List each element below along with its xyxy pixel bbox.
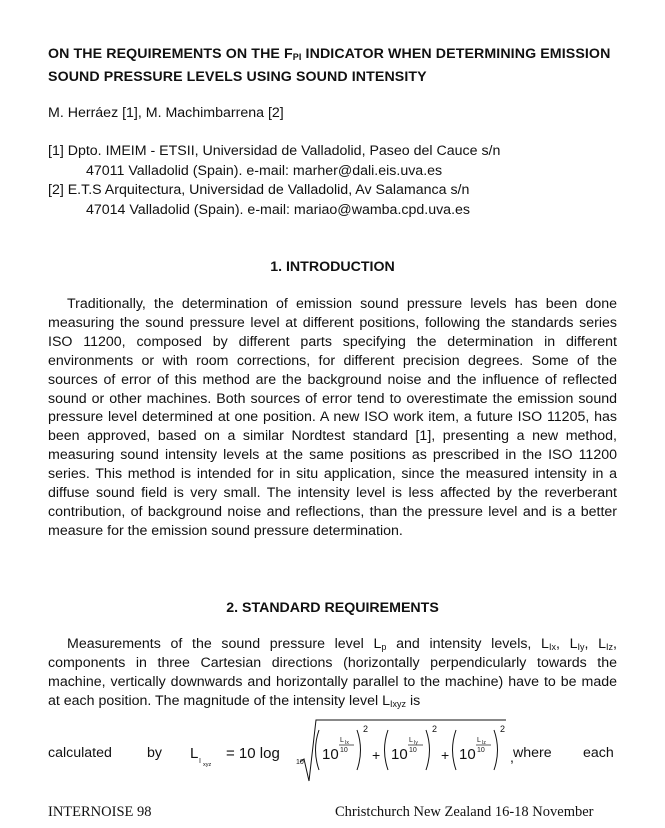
- term-1-base: 10: [322, 746, 339, 763]
- subscript: Ix: [548, 642, 556, 652]
- term-2-exponent: 2: [432, 724, 438, 734]
- title-subscript: PI: [292, 52, 302, 62]
- affiliation-2-line2: 47014 Valladolid (Spain). e-mail: mariao@wamba.cpd.uva.es: [86, 201, 470, 218]
- text-run: and intensity levels, L: [386, 636, 549, 652]
- section-heading-standard-requirements: 2. STANDARD REQUIREMENTS: [226, 600, 439, 616]
- text-run: , L: [584, 636, 607, 652]
- text-run: , components in three Cartesian directions (horizontally perpendicularly towards the machine, vertically downwards and horizontally parallel to the machine) have to be made at each position. The magnitude of the intensity level L: [48, 636, 617, 709]
- standard-requirements-paragraph: [48, 635, 617, 711]
- formula-equals-log: = 10 log: [226, 745, 280, 762]
- open-paren: [316, 730, 320, 770]
- close-paren: [426, 730, 430, 770]
- formula-term-3: [453, 724, 506, 770]
- text-run: is: [406, 692, 421, 709]
- formula-lead-word: calculated: [48, 745, 112, 761]
- term-1-den: 10: [340, 747, 348, 754]
- subscript: Iz: [606, 642, 614, 652]
- subscript: p: [381, 642, 387, 652]
- formula-by-word: by: [147, 745, 162, 761]
- term-3-base: 10: [459, 746, 476, 763]
- term-1-num: L: [340, 737, 344, 744]
- close-paren: [494, 730, 498, 770]
- footer-conference: INTERNOISE 98: [48, 804, 152, 820]
- title-text-part1: ON THE REQUIREMENTS ON THE F: [48, 46, 293, 62]
- plus-sign-2: +: [441, 747, 450, 763]
- open-paren: [453, 730, 457, 770]
- introduction-paragraph: Traditionally, the determination of emission sound pressure levels has been done measuring the sound pressure level at different positions, following the standards series ISO 11200, composed by different parts specifying the determination in different environments or with room corrections, for different precision degrees. Some of the sources of error of this method are the background noise and the influence of reflected sound or other machines. Both sources of error tend to overestimate the emission sound pressure level determined at one position. A new ISO work item, a future ISO 11205, has been approved, based on a similar Nordtest standard [1], presenting a new method, measuring sound intensity levels at the same positions as prescribed in the ISO 11200 series. This method is intended for in situ application, since the measured intensity in a diffuse sound field is very small. The intensity level is less affected by the reverberant contribution, of background noise and reflections, than the pressure level and is a better measure for the emission sound pressure determination.: [48, 296, 617, 539]
- term-3-num-sub: Iz: [482, 740, 486, 746]
- formula-lhs-sub: I: [199, 758, 201, 765]
- formula-lhs: L: [190, 745, 199, 762]
- formula-log-base: 10: [296, 759, 304, 766]
- term-3-den: 10: [477, 747, 485, 754]
- affiliation-1-line1: [1] Dpto. IMEIM - ETSII, Universidad de Valladolid, Paseo del Cauce s/n: [48, 143, 501, 159]
- term-1-exponent: 2: [363, 724, 369, 734]
- term-3-exponent: 2: [500, 724, 506, 734]
- formula-line: [48, 718, 617, 782]
- title-text-part2: INDICATOR WHEN DETERMINING EMISSION SOUND PRESSURE LEVELS USING SOUND INTENSITY: [48, 46, 611, 85]
- text-run: , L: [555, 636, 578, 652]
- subscript: Iy: [577, 642, 585, 652]
- close-paren: [357, 730, 361, 770]
- open-paren: [385, 730, 389, 770]
- intensity-level-formula: [188, 718, 538, 782]
- formula-comma: ,: [510, 749, 514, 765]
- affiliation-1-line2: 47011 Valladolid (Spain). e-mail: marher@dali.eis.uva.es: [86, 162, 443, 179]
- formula-term-1: [316, 724, 369, 770]
- term-2-num-sub: Iy: [414, 740, 418, 746]
- affiliation-2-line1: [2] E.T.S Arquitectura, Universidad de Valladolid, Av Salamanca s/n: [48, 182, 470, 198]
- formula-lhs-subsub: xyz: [203, 762, 212, 768]
- term-1-num-sub: Ix: [345, 740, 349, 746]
- author-list: M. Herráez [1], M. Machimbarrena [2]: [48, 105, 284, 121]
- text-run: Measurements of the sound pressure level L: [67, 636, 382, 652]
- term-2-num: L: [409, 737, 413, 744]
- section-heading-introduction: 1. INTRODUCTION: [270, 259, 395, 275]
- formula-where-word: where: [513, 745, 552, 761]
- term-2-base: 10: [391, 746, 408, 763]
- formula-each-word: each: [583, 745, 614, 761]
- term-3-num: L: [477, 737, 481, 744]
- plus-sign-1: +: [372, 747, 381, 763]
- term-2-den: 10: [409, 747, 417, 754]
- paper-title: [48, 44, 628, 87]
- formula-term-2: [385, 724, 438, 770]
- affiliation-list: [48, 142, 500, 220]
- footer-location-date: Christchurch New Zealand 16-18 November: [335, 804, 594, 820]
- subscript: Ixyz: [390, 698, 407, 709]
